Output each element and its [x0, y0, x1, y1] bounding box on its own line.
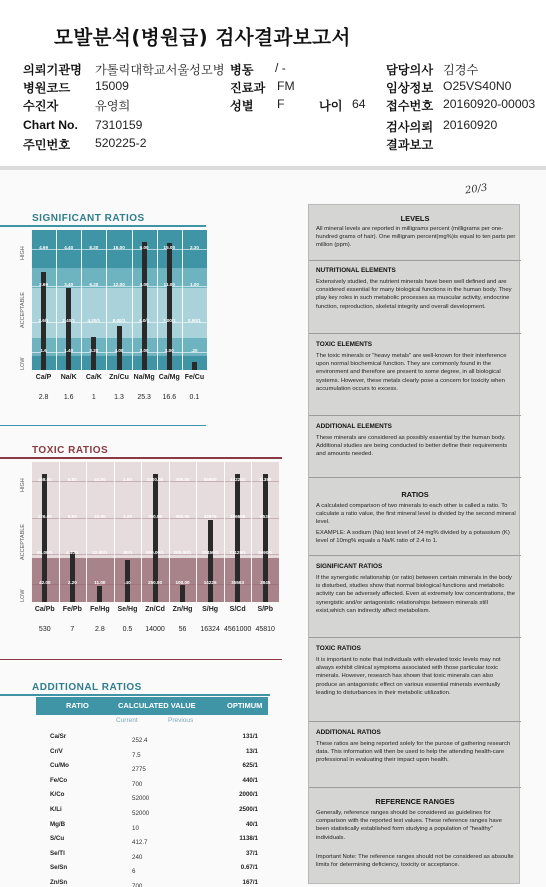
tick-label: 200.00/1 [173, 550, 192, 555]
tick-label: 71125/1 [229, 550, 246, 555]
ratio-bar [97, 586, 102, 602]
toxic-heading-rule [0, 457, 282, 459]
tick-label: 33.00 [94, 514, 106, 519]
ratio-name: Fe/Co [50, 776, 68, 784]
ratio-bar [208, 520, 213, 602]
ratio-name: Se/Tl [50, 849, 65, 857]
panel-divider [309, 260, 521, 261]
optimum-column-header: OPTIMUM [227, 701, 263, 710]
current-value: 700 [132, 883, 143, 887]
tick-label: 2.6/1 [38, 318, 49, 323]
age-value: 64 [352, 97, 366, 111]
panel-divider [309, 787, 521, 788]
column-divider [169, 462, 170, 602]
table-row [36, 864, 268, 878]
tick-label: 3.00 [164, 348, 174, 353]
column-divider [157, 230, 158, 370]
table-row [36, 835, 268, 849]
additional-ratios-heading: ADDITIONAL RATIOS [32, 682, 142, 693]
column-divider [81, 230, 82, 370]
id-value: 520225-2 [95, 136, 147, 150]
optimum-value: 40/1 [245, 820, 258, 828]
zone-label-high: HIGH [20, 478, 26, 492]
value-label: 2.8 [95, 626, 105, 633]
column-divider [132, 230, 133, 370]
tick-label: 16.00 [113, 245, 125, 250]
tick-label: 4.00 [114, 348, 124, 353]
age-label: 나이 [319, 99, 343, 113]
report-date-label: 결과보고 [386, 138, 434, 152]
table-row [36, 748, 268, 762]
tick-label: 100.00 [175, 580, 190, 585]
chart-no-value: 7310159 [95, 118, 143, 132]
tick-label: .40 [124, 580, 131, 585]
patient-label: 수진자 [23, 99, 59, 113]
additional-ratios-info-text: These ratios are being reported solely for the purose of gathering research data. This information will then be used to help the attending health-care professional in evaluating their impact upon health. [316, 741, 511, 764]
current-value: 700 [132, 780, 143, 788]
toxic-ratios-heading: TOXIC RATIOS [32, 445, 109, 456]
zone-label-low: LOW [20, 357, 26, 370]
tick-label: 142251 [229, 477, 246, 482]
tick-label: 750.00 [147, 514, 163, 519]
tick-label: 6.20 [89, 282, 99, 287]
nutritional-text: Extensively studied, the nutrient minerals have been well defined and are considered essential for many biological functions in the human body. They play key roles in such metabolic processes as muscular activity, endocrine function, reproduction, skeletal integrity and overall development. [316, 279, 512, 310]
tick-label: 106688 [229, 514, 246, 519]
current-value: 52000 [132, 810, 150, 817]
additional-elements-text: These minerals are considered as possibly essential by the human body. Additional studies are being conducted to better define their requirements and amounts needed. [316, 435, 508, 458]
optimum-value: 167/1 [242, 879, 258, 886]
value-label: 7 [70, 626, 75, 633]
tick-label: 2.30 [189, 245, 199, 250]
tick-label: 15.00 [163, 245, 176, 250]
current-value: 252.4 [132, 737, 148, 744]
column-divider [59, 462, 60, 602]
value-label: 2.8 [38, 394, 49, 401]
column-divider [31, 462, 32, 602]
ratio-name: Se/Sn [50, 864, 68, 872]
table-row [36, 879, 268, 887]
tick-label: 0.90/1 [188, 318, 201, 323]
tick-label: 250.00 [147, 580, 163, 585]
calculated-column-header: CALCULATED VALUE [118, 701, 196, 710]
significant-heading-rule [0, 225, 206, 227]
tick-label: 7.00/1 [162, 318, 176, 323]
tick-label: 11.00 [163, 282, 175, 287]
category-label: Zn/Cd [145, 606, 165, 613]
levels-text: All mineral levels are reported in milligrams percent (milligrams per one-hundred grams of hair). One milligram percent(mg%)is equal to ten parts per million (ppm). [316, 226, 516, 249]
significant-ratios-chart [20, 230, 207, 408]
tick-label: 6.00 [139, 245, 149, 250]
optimum-value: 625/1 [242, 762, 258, 770]
tick-label: 12.00 [113, 282, 125, 287]
ratio-bar [192, 362, 197, 370]
clinical-label: 임상정보 [386, 81, 434, 95]
request-label: 검사의뢰 [386, 120, 434, 134]
important-note: Important Note: The reference ranges should not be considered as absoulte limits for determining deficiency, toxicity or acceptance. [316, 854, 514, 869]
optimum-value: 13/1 [245, 747, 258, 755]
table-row [36, 733, 268, 747]
ratio-name: Cu/Mo [50, 762, 69, 770]
value-label: 16324 [200, 626, 220, 633]
panel-divider [309, 555, 521, 556]
panel-divider [309, 333, 521, 334]
current-value: 52000 [132, 795, 150, 803]
toxic-ratios-chart [20, 462, 279, 640]
tick-label: 84.00/1 [37, 550, 53, 555]
hospital-code-label: 병원코드 [23, 81, 71, 95]
tick-label: 4.69 [39, 245, 49, 250]
column-divider [141, 462, 142, 602]
sex-value: F [277, 97, 285, 111]
panel-divider [309, 721, 521, 722]
value-label: 56 [178, 626, 187, 633]
ratio-name: Mg/B [50, 820, 66, 828]
additional-ratios-info-title: ADDITIONAL RATIOS [316, 729, 381, 736]
column-divider [114, 462, 115, 602]
value-label: 530 [38, 626, 51, 633]
optimum-value: 2500/1 [239, 806, 258, 813]
table-row [36, 806, 268, 820]
reference-ranges-text: Generally, reference ranges should be considered as guidelines for comparison with the reported test values. These reference ranges have been statistically established form studying a population of "healthy" individuals. [316, 810, 502, 841]
ratio-bar [67, 552, 77, 602]
table-row [36, 821, 268, 835]
levels-title: LEVELS [400, 214, 430, 223]
tick-label: 8.20 [89, 245, 99, 250]
tick-label: 5690/1 [258, 550, 273, 555]
tick-label: 4.00 [139, 282, 149, 287]
tick-label: 22.00/1 [92, 550, 108, 555]
category-label: Fe/Pb [62, 606, 82, 613]
table-row [36, 850, 268, 864]
doctor-label: 담당의사 [386, 63, 434, 77]
category-label: S/Cd [229, 606, 246, 613]
receipt-label: 접수번호 [386, 99, 434, 113]
tick-label: 400.00 [175, 477, 190, 482]
toxic-elements-title: TOXIC ELEMENTS [316, 341, 372, 348]
column-divider [251, 462, 252, 602]
institution-value: 가톨릭대학교서울성모병 [95, 63, 225, 77]
report-title: 모발분석(병원급) 검사결과보고서 [54, 26, 351, 49]
tick-label: 44.00 [94, 477, 106, 482]
tick-label: 8.80 [67, 477, 77, 482]
tick-label: 126.00 [37, 514, 52, 519]
toxic-elements-text: The toxic minerals or "heavy metals" are well-known for their interference upon normal biochemical function. They are commonly found in the environment and therefore are present to some degree, in all biological systems. However, these metals clearly pose a concern for toxicity when accumulation occurs to excess. [316, 353, 507, 392]
ratio-column-header: RATIO [66, 701, 89, 710]
value-label: 4561000 [224, 626, 252, 633]
tick-label: 8.00/1 [112, 318, 126, 323]
category-label: Na/Mg [133, 374, 155, 381]
tick-label: 8535 [260, 514, 271, 519]
value-label: 25.3 [137, 394, 151, 401]
additional-elements-title: ADDITIONAL ELEMENTS [316, 423, 392, 430]
tick-label: .20 [191, 348, 198, 353]
ratio-name: K/Li [50, 806, 62, 813]
current-value: 7.5 [132, 751, 141, 759]
ratio-bar [180, 585, 185, 602]
category-label: Se/Hg [117, 606, 138, 613]
ratio-name: Cr/V [50, 747, 63, 755]
column-divider [56, 230, 57, 370]
tick-label: 1.00 [189, 282, 199, 287]
toxic-ratios-info-text: It is important to note that individuals with elevated toxic levels may not always exhibit clinical symptoms associated with those particular toxic minerals. However, research has shown that toxic minerals can also produce an antagonistic effect on various essential minerals eventually leading to disturbances in their metabolic utilization. [316, 657, 501, 696]
toxic-ratios-info-title: TOXIC RATIOS [316, 645, 361, 652]
nutritional-title: NUTRITIONAL ELEMENTS [316, 267, 396, 274]
ratio-name: Zn/Sn [50, 879, 68, 886]
category-label: Fe/Hg [90, 606, 110, 613]
tick-label: 2.40/1 [62, 318, 76, 323]
value-label: 1.6 [63, 394, 74, 401]
zone-label-low: LOW [20, 589, 26, 602]
significant-chart-bottom-rule [0, 425, 206, 426]
ratio-name: K/Co [50, 791, 65, 799]
tick-label: 3.20 [89, 348, 99, 353]
tick-label: 2.69 [39, 282, 49, 287]
dept-value: FM [277, 79, 295, 93]
tick-label: 4.40 [64, 245, 74, 250]
tick-label: 500.00/1 [146, 550, 164, 555]
panel-divider [309, 415, 521, 416]
zone-label-high: HIGH [20, 246, 26, 260]
report-header [0, 0, 546, 165]
clinical-value: O25VS40N0 [443, 79, 512, 93]
tick-label: 1.40 [64, 348, 74, 353]
category-label: Ca/K [85, 374, 102, 381]
tick-label: 4.0/1 [139, 318, 150, 323]
value-label: 0.1 [189, 394, 200, 401]
zone-label-acceptable: ACCEPTABLE [20, 524, 26, 560]
current-value: 240 [132, 853, 143, 861]
table-row [36, 791, 268, 805]
tick-label: 11380 [258, 477, 272, 482]
tick-label: .80/1 [122, 550, 133, 555]
value-label: 0.5 [122, 626, 133, 633]
value-label: 45810 [255, 626, 275, 633]
dept-label: 진료과 [230, 81, 266, 95]
institution-label: 의뢰기관명 [23, 63, 82, 77]
category-label: Zn/Cu [109, 374, 129, 381]
category-label: S/Hg [202, 606, 219, 613]
current-subheader: Current [116, 717, 138, 724]
column-divider [182, 230, 183, 370]
table-row [36, 762, 268, 776]
optimum-value: 2000/1 [239, 791, 258, 799]
handwritten-mark: 20/3 [464, 182, 489, 197]
optimum-value: 1138/1 [239, 835, 258, 843]
ratio-name: Ca/Sr [50, 733, 67, 740]
tick-label: 1.20 [122, 514, 132, 519]
value-label: 1 [91, 394, 96, 401]
receipt-value: 20160920-00003 [443, 97, 536, 111]
category-label: Ca/Mg [158, 374, 180, 381]
category-label: Fe/Cu [184, 374, 205, 381]
tick-label: 2845 [260, 580, 271, 585]
tick-label: 300.00 [175, 514, 190, 519]
tick-label: 2.20 [67, 580, 77, 585]
column-divider [86, 462, 87, 602]
column-divider [196, 462, 197, 602]
significant-ratios-info-title: SIGNIFICANT RATIOS [316, 563, 383, 570]
ratios-example: EXAMPLE: A sodium (Na) test level of 24 mg% divided by a potassium (K) level of 10mg% equals a Na/K ratio of 2.4 to 1. [316, 530, 510, 545]
tick-label: 6.60 [67, 514, 77, 519]
optimum-value: 440/1 [242, 776, 258, 784]
ratios-title: RATIOS [401, 490, 429, 499]
patient-value: 유영희 [95, 99, 131, 113]
category-label: Ca/Pb [34, 606, 55, 613]
panel-divider [309, 637, 521, 638]
significant-ratios-info-text: If the synergistic relationship (or ratio) between certain minerals in the body is disturbed, studies show that normal biological functions and metabolic activity can be adversely affected. Even at extremely low concentrations, the synergistic and/or antagonistic relationships between minerals still exist,which can indirectly affect metabolism. [316, 575, 515, 614]
zone-label-acceptable: ACCEPTABLE [20, 292, 26, 328]
additional-table-header [36, 697, 268, 715]
optimum-value: 131/1 [242, 733, 258, 740]
toxic-chart-bottom-rule [0, 659, 282, 660]
value-label: 1.3 [114, 394, 124, 401]
reference-info-panel [308, 204, 520, 884]
doctor-value: 김경수 [443, 63, 479, 77]
category-label: Zn/Hg [172, 606, 193, 613]
column-divider [106, 230, 107, 370]
current-value: 2775 [132, 766, 146, 774]
previous-subheader: Previous [168, 717, 194, 724]
ratio-bar [89, 337, 99, 370]
panel-divider [309, 477, 521, 478]
tick-label: 1.6 [40, 348, 47, 353]
chart-no-label: Chart No. [23, 118, 78, 132]
tick-label: 4.40/1 [65, 550, 79, 555]
tick-label: 11.00 [94, 580, 106, 585]
value-label: 16.6 [162, 394, 177, 401]
category-label: S/Pb [257, 606, 273, 613]
column-divider [31, 230, 32, 370]
ratio-name: S/Cu [50, 835, 65, 843]
column-divider [224, 462, 225, 602]
optimum-value: 0.67/1 [240, 864, 258, 872]
tick-label: 4.20/1 [87, 318, 101, 323]
current-value: 10 [132, 824, 139, 832]
ward-label: 병동 [230, 63, 254, 77]
tick-label: 3.40 [64, 282, 74, 287]
tick-label: 42.00 [39, 580, 51, 585]
tick-label: 28450/1 [201, 550, 219, 555]
optimum-value: 37/1 [245, 849, 258, 857]
tick-label: 56900 [203, 477, 217, 482]
category-label: Ca/P [35, 374, 52, 381]
tick-label: 14225 [203, 580, 217, 585]
current-value: 6 [132, 868, 136, 876]
request-value: 20160920 [443, 118, 498, 132]
reference-ranges-title: REFERENCE RANGES [375, 797, 455, 806]
tick-label: 1.60 [122, 477, 132, 482]
current-value: 412.7 [132, 839, 148, 847]
hospital-code-value: 15009 [95, 79, 129, 93]
tick-label: 42675 [203, 514, 217, 519]
significant-ratios-heading: SIGNIFICANT RATIOS [32, 213, 145, 224]
ward-value: / - [275, 61, 286, 75]
category-label: Na/K [60, 374, 77, 381]
id-label: 주민번호 [23, 138, 71, 152]
tick-label: 1000.00 [146, 477, 164, 482]
tick-label: 3.00 [139, 348, 149, 353]
sex-label: 성별 [230, 99, 254, 113]
value-label: 14000 [145, 626, 165, 633]
tick-label: 35563 [231, 580, 245, 585]
tick-label: 168.00 [37, 477, 52, 482]
table-row [36, 777, 268, 791]
additional-heading-rule [0, 694, 270, 696]
ratios-text: A calculated comparison of two minerals to each other is called a ratio. To calculate a ratio value, the first mineral level is divided by the second mineral level. [316, 503, 516, 526]
